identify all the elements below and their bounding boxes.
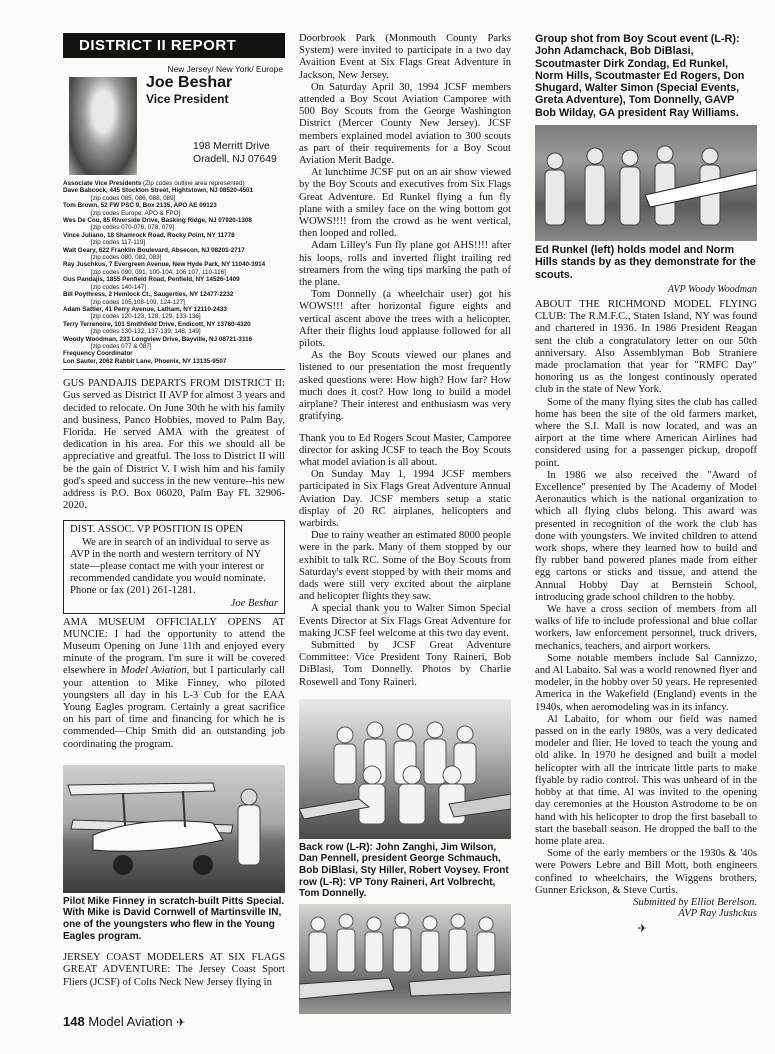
magazine-name: Model Aviation <box>88 1014 173 1029</box>
para-6: As the Boy Scouts viewed our planes and listened to our presentation the most frequently asked questions were: How high? How far? How much does it cost? How long to build a model airplane? Their interest and enthusiasm was very gratifying. <box>299 350 511 423</box>
box-title: DIST. ASSOC. VP POSITION IS OPEN <box>70 524 244 536</box>
para-richmond-7: Some of the early members or the 1930s & '40s were Powers Lebre and Bill Mott, both engineers confined to wheelchairs, the Wiggens brothers, Gunner Erickson, & Steve Curtis. <box>535 848 757 896</box>
article-jersey-coast: JERSEY COAST MODELERS AT SIX FLAGS GREAT ADVENTURE: The Jersey Coast Sport Fliers (JCSF) of Colts Neck New Jersey flying in <box>63 952 285 988</box>
para-richmond-5: Some notable members include Sal Cannizzo, and Al Labaito. Sal was a world renowned flyer and modeler, in the hobby over 50 years. He represented America in the Wakefield (England) events in the 1940s, when aeromodeling was in its infancy. <box>535 652 757 713</box>
region-label: New Jersey/ New York/ Europe <box>167 64 283 74</box>
page-footer <box>63 1014 186 1029</box>
column-middle <box>299 33 511 1014</box>
avp-line: Vince Juliano, 18 Shamrock Road, Rocky Point, NY 11778 <box>63 231 235 239</box>
avp-line: Tom Brown, 52 FW PSC 9, Box 2135, APO AE 09123 <box>63 202 217 210</box>
avp-open-box <box>63 520 285 613</box>
airplane-arrow-icon: ✈ <box>637 921 647 935</box>
district-banner: DISTRICT II REPORT <box>63 33 285 58</box>
para-4: Adam Lilley's Fun fly plane got AHS!!!! after his loops, rolls and inverted flight trailing red streamers from the wing tips marking the path of the plane. <box>299 240 511 289</box>
vp-block <box>63 74 285 176</box>
box-text: We are in search of an individual to serve as AVP in the north and western territory of NY state—please contact me with your interest or recommended candidate you would nominate. Phone or fax (201) 261-1281. <box>70 536 270 597</box>
avp-line: [zip codes 120-123, 128, 129, 133-136] <box>91 313 201 321</box>
column-left <box>63 33 285 989</box>
submitted-by-avp: AVP Ray Jushckus <box>678 907 757 919</box>
para-richmond-2: Some of the many flying sites the club has called home has been the site of the old farmers market, where the S.I. Mall is now located, and was an airport at the time where American Airlines had considered using for a passenger pickup, dropoff point. <box>535 396 757 469</box>
avp-line: Lon Sauter, 2062 Rabbit Lane, Phoenix, NY 13135-9507 <box>63 357 227 365</box>
avp-line: Ray Juschkus, 7 Evergreen Avenue, New Hyde Park, NY 11040-3914 <box>63 261 266 269</box>
avp-line: Dave Babcock, 445 Stockton Street, Hightstown, NJ 08520-4501 <box>63 187 254 195</box>
para-richmond-4: We have a cross section of members from all walks of life to include professional and blue collar workers, law enforcement personnel, truck drivers, mechanics, teachers, and airport workers. <box>535 604 757 652</box>
photo-caption-jcsf: Back row (L-R): John Zanghi, Jim Wilson, Dan Pennell, president George Schmauch, Bob DiBlasi, Sty Hiller, Robert Voysey. Front row (L-R): VP Tony Raineri, Art Volbrecht, Tom Donnelly. <box>299 841 509 900</box>
avp-line: Terry Terrenoire, 101 Smithfield Drive, Endicott, NY 13760-4320 <box>63 320 251 328</box>
avp-list <box>63 180 285 365</box>
para-7: Thank you to Ed Rogers Scout Master, Camporee director for asking JCSF to teach the Boy Scouts what model aviation is all about. <box>299 432 511 468</box>
para-richmond-6: Al Labaito, for whom our field was named passed on in the early 1980s, was a very dedicated modeler and flier. He loved to teach the young and old alike. In 1970 he designed and built a model helicopter with all the intricate little parts to make flyable by radio control. This was unheard of in the hobby at that time. Al was invited to the opening day ceremonies at the Houston Astrodome to be on hand with his helicopter to drop the first baseball to start the baseball season. He dropped the ball to the home plate area. <box>535 713 757 847</box>
article-museum: AMA MUSEUM OFFICIALLY OPENS AT MUNCIE: I had the opportunity to attend the Museum Opening on June 11th and enjoyed every minute of the program. I'm sure it will be covered elsewhere in Model Aviation, but I particularly call your attention to Mike Finney, who piloted youngsters all day in his L-3 Cub for the EAA Young Eagles program. Certainly a great sacrifice on his part of time and financing for which he is commended—Chip Smith did an outstanding job coordinating the program. <box>63 616 285 750</box>
para-1: Doorbrook Park (Monmouth County Parks System) were invited to participate in a two day Avaition Event at Six Flags Great Adventure in Jackson, New Jersey. <box>299 33 511 81</box>
avp-line: [zip codes 090, 091, 100-104, 106 107, 110-116] <box>91 268 226 276</box>
page-number: 148 <box>63 1014 85 1029</box>
end-mark <box>535 919 757 937</box>
vp-portrait-photo <box>69 77 137 175</box>
para-richmond-1: ABOUT THE RICHMOND MODEL FLYING CLUB: The R.M.F.C., Staten Island, NY was found and chartered in 1936. In 1986 President Reagan sent the club a congratulatory letter on our 50th anniversary. Also Assemblyman Bob Straniere made proclamation that year for "RMFC Day" honoring us as the longest continously operated club in the state of New York. <box>535 298 757 396</box>
para-2: On Saturday April 30, 1994 JCSF members attended a Boy Scout Aviation Camporee with 500 Boy Scouts from the George Washington District (Mercer County New Jersey). JCSF members explained model aviation to 300 scouts as part of their requirements for a Boy Scout Aviation Merit Badge. <box>299 81 511 167</box>
group-illustration <box>299 699 511 839</box>
para-9: Due to rainy weather an estimated 8000 people were in the park. Many of them stopped by our exhibit to talk RC. Some of the Boy Scouts from Saturday's event stopped by with their moms and dads were still very excited about the airplane and helicopter flights they saw. <box>299 530 511 603</box>
demo-illustration <box>535 125 757 241</box>
photo-jcsf-members <box>299 699 511 839</box>
avp-line: [zip codes Europe: APO & FPO] <box>91 209 181 217</box>
avp-line: [zip codes 085, 086, 088, 089] <box>91 194 176 202</box>
biplane-illustration <box>63 765 285 893</box>
avp-line: [zip codes 140-147] <box>91 283 146 291</box>
vp-title: Vice President <box>146 92 229 106</box>
divider <box>63 369 285 370</box>
avp-line: Woody Woodman, 233 Longview Drive, Bayville, NJ 08721-3116 <box>63 335 253 343</box>
para-11: Submitted by JCSF Great Adventure Committee: Vice President Tony Raineri, Bob DiBlasi, Tom Donnelly. Photos by Charlie Rosewell and Tony Raineri. <box>299 639 511 688</box>
avp-line: [zip codes 130-132, 137-139, 148, 149] <box>91 328 201 336</box>
airplane-arrow-icon: ✈ <box>176 1016 186 1029</box>
para-richmond-3: In 1986 we also received the "Award of Excellence" presented by The Academy of Model Aeronautics which is the national organization to which all flying clubs belong. This award was presented in recognition of the work the club has done with youngsters. We invited children to attend work shops, where they learned how to build and fly rubber band powered planes made from either egg cartons or sticks and tissue, and attend the Annual Hobby Day at Bernstein School, introducing grade school children to the hobby. <box>535 469 757 603</box>
avp-line: Adam Sattler, 41 Perry Avenue, Latham, NY 12110-2433 <box>63 305 227 313</box>
photo-credit: AVP Woody Woodman <box>667 283 757 295</box>
avp-line: Bill Poythress, 2 Hemlock Ct., Saugerties, NY 12477-2232 <box>63 291 234 299</box>
avp-line: [zip codes 070-076, 078, 079] <box>91 224 174 232</box>
para-5: Tom Donnelly (a wheelchair user) got his WOWS!!! after horizontal figure eights and vertical ascent above the trees with a helicopter. After their flights loud applause followed for all pilots. <box>299 289 511 350</box>
vp-address-line1: 198 Merritt Drive <box>193 141 270 152</box>
para-8: On Sunday May 1, 1994 JCSF members participated in Six Flags Great Adventure Annual Aviation Day. JCSF members setup a static display of 20 RC airplanes, helicopters and warbirds. <box>299 469 511 529</box>
avp-line: [zip codes 077 & 087] <box>91 342 152 350</box>
display-illustration <box>299 904 511 1014</box>
article-gus: GUS PANDAJIS DEPARTS FROM DISTRICT II: Gus served as District II AVP for almost 3 years and decided to relocate. On June 30th he with his family and business, Panco Hobbies, moved to Palm Bay, Florida. He served AMA with the greatest of dedication in his area. For this we should all be appreciative and greatful. The loss to District II will be the gain of District V. I wish him and his family god's speed and success in the new venture--his new address is P.O. Box 06020, Palm Bay FL 32906-2020. <box>63 378 285 512</box>
photo-caption-group-top: Group shot from Boy Scout event (L-R): John Adamchack, Bob DiBlasi, Scoutmaster Dirk Zondag, Ed Runkel, Norm Hills, Scoutmaster Ed Rogers, Don Shugard, Walter Simon (Special Events, Greta Adventure), Tom Donnelly, GAVP Bob Wilday, GA president Ray Williams. <box>535 33 745 119</box>
photo-static-display <box>299 904 511 1014</box>
vp-name: Joe Beshar <box>146 74 233 91</box>
vp-address <box>193 140 277 166</box>
photo-runkel-demo <box>535 125 757 241</box>
avp-line: Wes De Cou, 85 Riverside Drive, Basking Ridge, NJ 07920-1308 <box>63 217 252 225</box>
para-3: At lunchtime JCSF put on an air show viewed by the Boy Scouts and executives from Six Flags Great Adventure. Ed Runkel flying a fun fly plane with a smiley face on the wing bottom got WOWS!!!! from the crowd as he went vertical, then looped and rolled. <box>299 167 511 240</box>
avp-list-heading: Associate Vice Presidents (Zip codes outline area represented) <box>63 180 245 187</box>
avp-line: [zip codes 080, 082, 083] <box>91 254 162 262</box>
avp-lines <box>63 187 285 365</box>
photo-pitts-special <box>63 765 285 893</box>
vp-address-line2: Oradell, NJ 07649 <box>193 154 277 165</box>
photo-caption-runkel: Ed Runkel (left) holds model and Norm Hills stands by as they demonstrate for the scouts. <box>535 244 756 281</box>
avp-line: [zip codes 105,108-109, 124-127] <box>91 298 185 306</box>
box-signature: Joe Beshar <box>230 597 278 609</box>
avp-line: Walt Geary, 622 Franklin Boulevard, Absecon, NJ 08201-2717 <box>63 246 245 254</box>
photo-caption-pitts: Pilot Mike Finney in scratch-built Pitts Special. With Mike is David Cornwell of Martinsville IN, one of the youngsters who flew in the Young Eagles program. <box>63 895 285 942</box>
para-10: A special thank you to Walter Simon Special Events Director at Six Flags Great Adventure for making JCSF feel welcome at this two day event. <box>299 603 511 639</box>
submitted-by: Submitted by Elliot Berelson. <box>633 896 757 908</box>
avp-line: [zip codes 117-119] <box>91 239 146 247</box>
avp-line: Frequency Coordinator <box>63 350 133 358</box>
column-right <box>535 33 757 937</box>
avp-line: Gus Pandajis, 1855 Penfield Road, Penfield, NY 14526-1409 <box>63 276 240 284</box>
